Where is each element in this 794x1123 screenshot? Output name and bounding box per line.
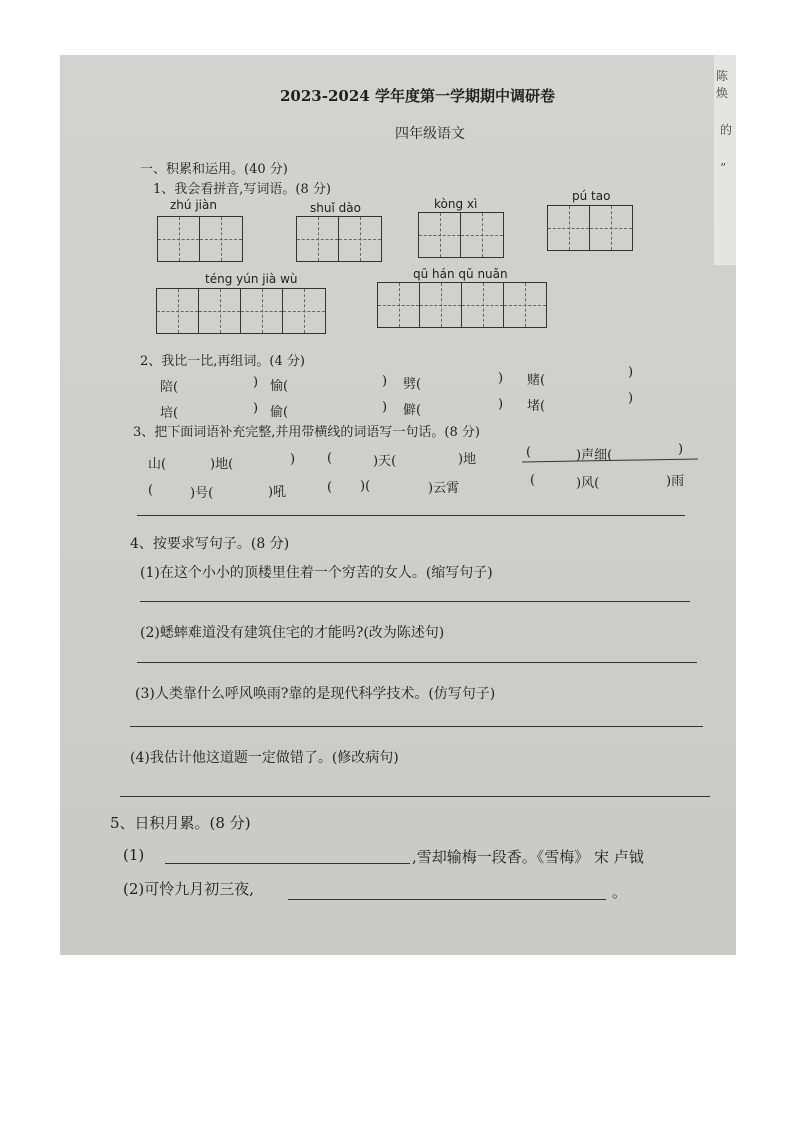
q3-item: )吼 bbox=[268, 485, 287, 500]
adjacent-page-edge bbox=[714, 55, 736, 265]
pinyin-label: pú tao bbox=[572, 189, 611, 203]
q4-item: (1)在这个小小的顶楼里住着一个穷苦的女人。(缩写句子) bbox=[140, 565, 493, 581]
q2-cell: 偷( bbox=[270, 405, 289, 420]
q2-cell: ) bbox=[253, 401, 259, 416]
pinyin-label: qū hán qǔ nuǎn bbox=[413, 267, 508, 281]
exam-paper bbox=[60, 55, 736, 955]
q3-item: )( bbox=[360, 479, 371, 494]
q3-item: ( bbox=[148, 483, 154, 498]
q2-cell: 赌( bbox=[527, 373, 546, 388]
q4-item: (2)蟋蟀难道没有建筑住宅的才能吗?(改为陈述句) bbox=[140, 625, 445, 641]
exam-title: 2023-2024 学年度第一学期期中调研卷 bbox=[280, 87, 555, 105]
q2-cell: ) bbox=[498, 397, 504, 412]
writing-grid[interactable] bbox=[377, 282, 547, 328]
q3-item: ( bbox=[526, 445, 532, 460]
q5-line2-label: (2)可怜九月初三夜, bbox=[123, 880, 255, 898]
q2-cell: 愉( bbox=[270, 379, 289, 394]
pinyin-label: kòng xì bbox=[434, 197, 478, 211]
q3-item: )天( bbox=[373, 454, 397, 469]
pinyin-label: zhú jiàn bbox=[170, 198, 217, 212]
q3-prompt: 3、把下面词语补充完整,并用带横线的词语写一句话。(8 分) bbox=[133, 425, 480, 440]
edge-text-2: 的 bbox=[720, 123, 733, 137]
q3-item: )雨 bbox=[666, 474, 685, 489]
answer-line[interactable] bbox=[137, 515, 685, 516]
q3-item: )声细( bbox=[576, 448, 613, 463]
q3-item: ( bbox=[530, 473, 536, 488]
q3-item: )云霄 bbox=[428, 481, 460, 496]
q3-item: )号( bbox=[190, 486, 214, 501]
writing-grid[interactable] bbox=[296, 216, 382, 262]
q2-cell: ) bbox=[253, 375, 259, 390]
edge-text-3: ” bbox=[720, 161, 727, 175]
q2-cell: 培( bbox=[160, 406, 179, 421]
q2-cell: 堵( bbox=[527, 399, 546, 414]
q4-item: (3)人类靠什么呼风唤雨?靠的是现代科学技术。(仿写句子) bbox=[135, 686, 496, 702]
section-heading: 一、积累和运用。(40 分) bbox=[140, 162, 288, 177]
q3-item: ) bbox=[678, 442, 684, 457]
q3-item: )地( bbox=[210, 457, 234, 472]
q2-cell: ) bbox=[382, 374, 388, 389]
q2-cell: ) bbox=[628, 365, 634, 380]
q2-cell: 陪( bbox=[160, 380, 179, 395]
exam-subtitle: 四年级语文 bbox=[395, 126, 465, 142]
q2-cell: ) bbox=[382, 400, 388, 415]
q3-item: 山( bbox=[148, 457, 167, 472]
answer-line[interactable] bbox=[140, 601, 690, 602]
q2-cell: ) bbox=[628, 391, 634, 406]
q5-line2-end: 。 bbox=[612, 883, 628, 901]
q5-prompt: 5、日积月累。(8 分) bbox=[110, 814, 251, 832]
q5-line1-text: ,雪却输梅一段香。《雪梅》 宋 卢钺 bbox=[412, 848, 644, 866]
q3-item: ( bbox=[327, 480, 333, 495]
writing-grid[interactable] bbox=[157, 216, 243, 262]
q3-item: ) bbox=[290, 452, 296, 467]
q2-prompt: 2、我比一比,再组词。(4 分) bbox=[140, 354, 305, 369]
q2-cell: 劈( bbox=[403, 377, 422, 392]
q2-cell: ) bbox=[498, 371, 504, 386]
edge-text-1: 陈焕 bbox=[716, 69, 729, 100]
writing-grid[interactable] bbox=[156, 288, 326, 334]
q3-item: )地 bbox=[458, 452, 477, 467]
q3-item: ( bbox=[327, 451, 333, 466]
q2-cell: 僻( bbox=[403, 403, 422, 418]
q5-line1-label: (1) bbox=[123, 846, 145, 864]
answer-line[interactable] bbox=[288, 899, 606, 900]
writing-grid[interactable] bbox=[547, 205, 633, 251]
q1-prompt: 1、我会看拼音,写词语。(8 分) bbox=[153, 182, 331, 197]
q3-item: )风( bbox=[576, 476, 600, 491]
writing-grid[interactable] bbox=[418, 212, 504, 258]
answer-line[interactable] bbox=[137, 662, 697, 663]
q4-prompt: 4、按要求写句子。(8 分) bbox=[130, 536, 290, 552]
answer-line[interactable] bbox=[165, 863, 410, 864]
pinyin-label: téng yún jià wù bbox=[205, 272, 298, 286]
pinyin-label: shuǐ dào bbox=[310, 201, 361, 215]
answer-line[interactable] bbox=[130, 726, 703, 727]
answer-line[interactable] bbox=[120, 796, 710, 797]
q4-item: (4)我估计他这道题一定做错了。(修改病句) bbox=[130, 750, 399, 766]
